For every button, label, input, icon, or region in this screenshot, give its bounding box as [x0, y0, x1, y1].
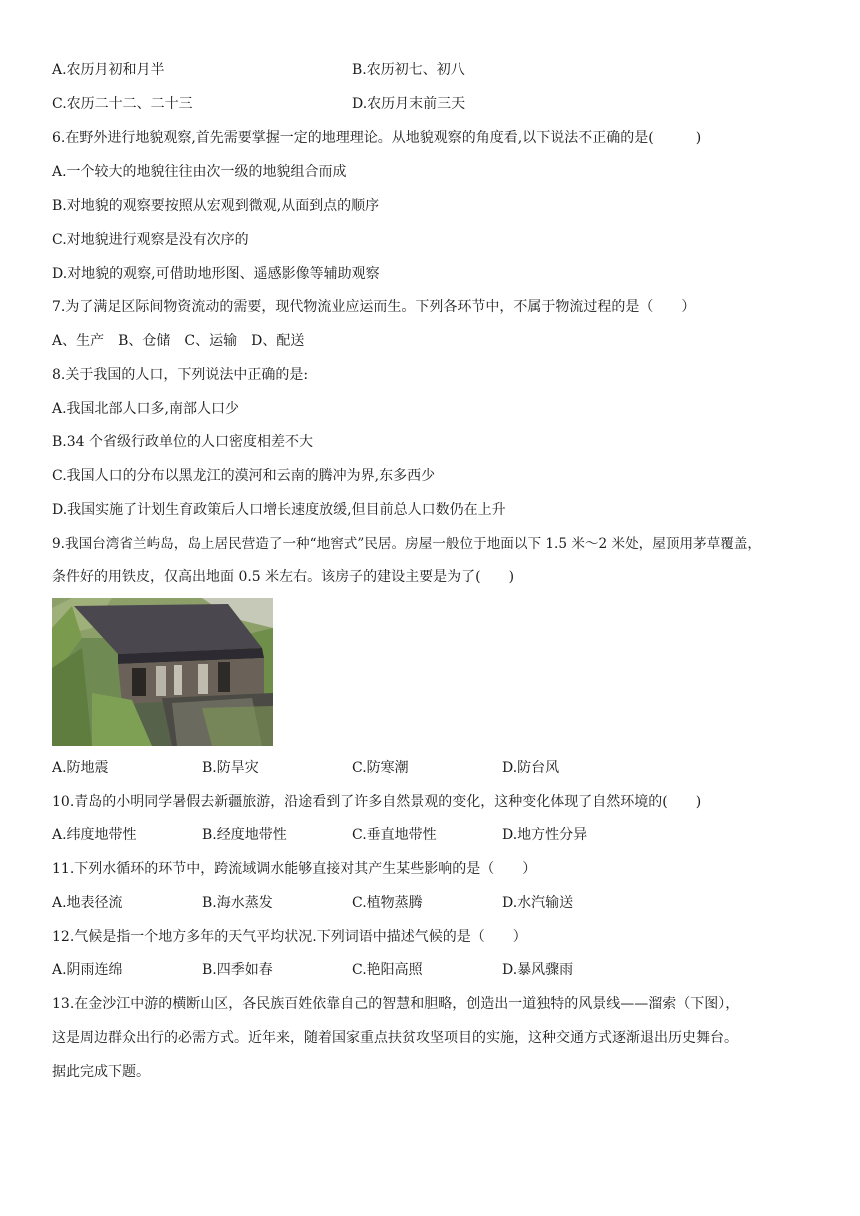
q7-options: A、生产 B、仓储 C、运输 D、配送: [52, 333, 305, 349]
q8-option-d: D.我国实施了计划生育政策后人口增长速度放缓,但目前总人口数仍在上升: [52, 502, 506, 518]
q12-option-b: B.四季如春: [202, 962, 273, 978]
q8-option-c: C.我国人口的分布以黑龙江的漠河和云南的腾冲为界,东多西少: [52, 468, 436, 484]
q9-option-d: D.防台风: [502, 760, 560, 776]
q9-option-c: C.防寒潮: [352, 760, 409, 776]
q10-option-c: C.垂直地带性: [352, 827, 437, 843]
q6-option-d: D.对地貌的观察,可借助地形图、遥感影像等辅助观察: [52, 266, 380, 282]
q10-option-d: D.地方性分异: [502, 827, 588, 843]
q13-line2: 这是周边群众出行的必需方式。近年来，随着国家重点扶贫攻坚项目的实施，这种交通方式逐渐退出历史舞台。: [52, 1030, 738, 1046]
q9-stem-line2: 条件好的用铁皮，仅高出地面 0.5 米左右。该房子的建设主要是为了( ): [52, 569, 515, 585]
semi-underground-house-photo: [52, 598, 273, 746]
q6-option-c: C.对地貌进行观察是没有次序的: [52, 232, 249, 248]
q7-stem: 7.为了满足区际间物资流动的需要，现代物流业应运而生。下列各环节中，不属于物流过程的是（ ）: [52, 299, 696, 315]
q6-option-b: B.对地貌的观察要按照从宏观到微观,从面到点的顺序: [52, 198, 380, 214]
q11-stem: 11.下列水循环的环节中，跨流域调水能够直接对其产生某些影响的是（ ）: [52, 861, 537, 877]
q10-option-a: A.纬度地带性: [52, 827, 137, 843]
q11-option-d: D.水汽输送: [502, 895, 574, 911]
q5-option-c: C.农历二十二、二十三: [52, 96, 193, 112]
q5-option-d: D.农历月末前三天: [352, 96, 466, 112]
q6-stem: 6.在野外进行地貌观察,首先需要掌握一定的地理理论。从地貌观察的角度看,以下说法不正确的是( ): [52, 130, 702, 146]
q9-stem-line1: 9.我国台湾省兰屿岛，岛上居民营造了一种“地窖式”民居。房屋一般位于地面以下 1.5 米～2 米处，屋顶用茅草覆盖，: [52, 536, 762, 552]
q9-option-b: B.防旱灾: [202, 760, 259, 776]
q8-stem: 8.关于我国的人口，下列说法中正确的是:: [52, 367, 309, 383]
q8-option-b: B.34 个省级行政单位的人口密度相差不大: [52, 434, 314, 450]
q5-option-b: B.农历初七、初八: [352, 62, 465, 78]
q10-option-b: B.经度地带性: [202, 827, 287, 843]
q9-option-a: A.防地震: [52, 760, 109, 776]
q12-stem: 12.气候是指一个地方多年的天气平均状况.下列词语中描述气候的是（ ）: [52, 929, 527, 945]
q5-option-a: A.农历月初和月半: [52, 62, 165, 78]
q10-stem: 10.青岛的小明同学暑假去新疆旅游，沿途看到了许多自然景观的变化，这种变化体现了自然环境的( ): [52, 794, 702, 810]
q12-option-d: D.暴风骤雨: [502, 962, 574, 978]
q13-line1: 13.在金沙江中游的横断山区，各民族百姓依靠自己的智慧和胆略，创造出一道独特的风景线——溜索（下图），: [52, 996, 740, 1012]
q12-option-a: A.阴雨连绵: [52, 962, 123, 978]
q11-option-b: B.海水蒸发: [202, 895, 273, 911]
q8-option-a: A.我国北部人口多,南部人口少: [52, 401, 240, 417]
q11-option-a: A.地表径流: [52, 895, 123, 911]
q12-option-c: C.艳阳高照: [352, 962, 423, 978]
q6-option-a: A.一个较大的地貌往往由次一级的地貌组合而成: [52, 164, 347, 180]
q13-line3: 据此完成下题。: [52, 1064, 150, 1080]
q11-option-c: C.植物蒸腾: [352, 895, 423, 911]
